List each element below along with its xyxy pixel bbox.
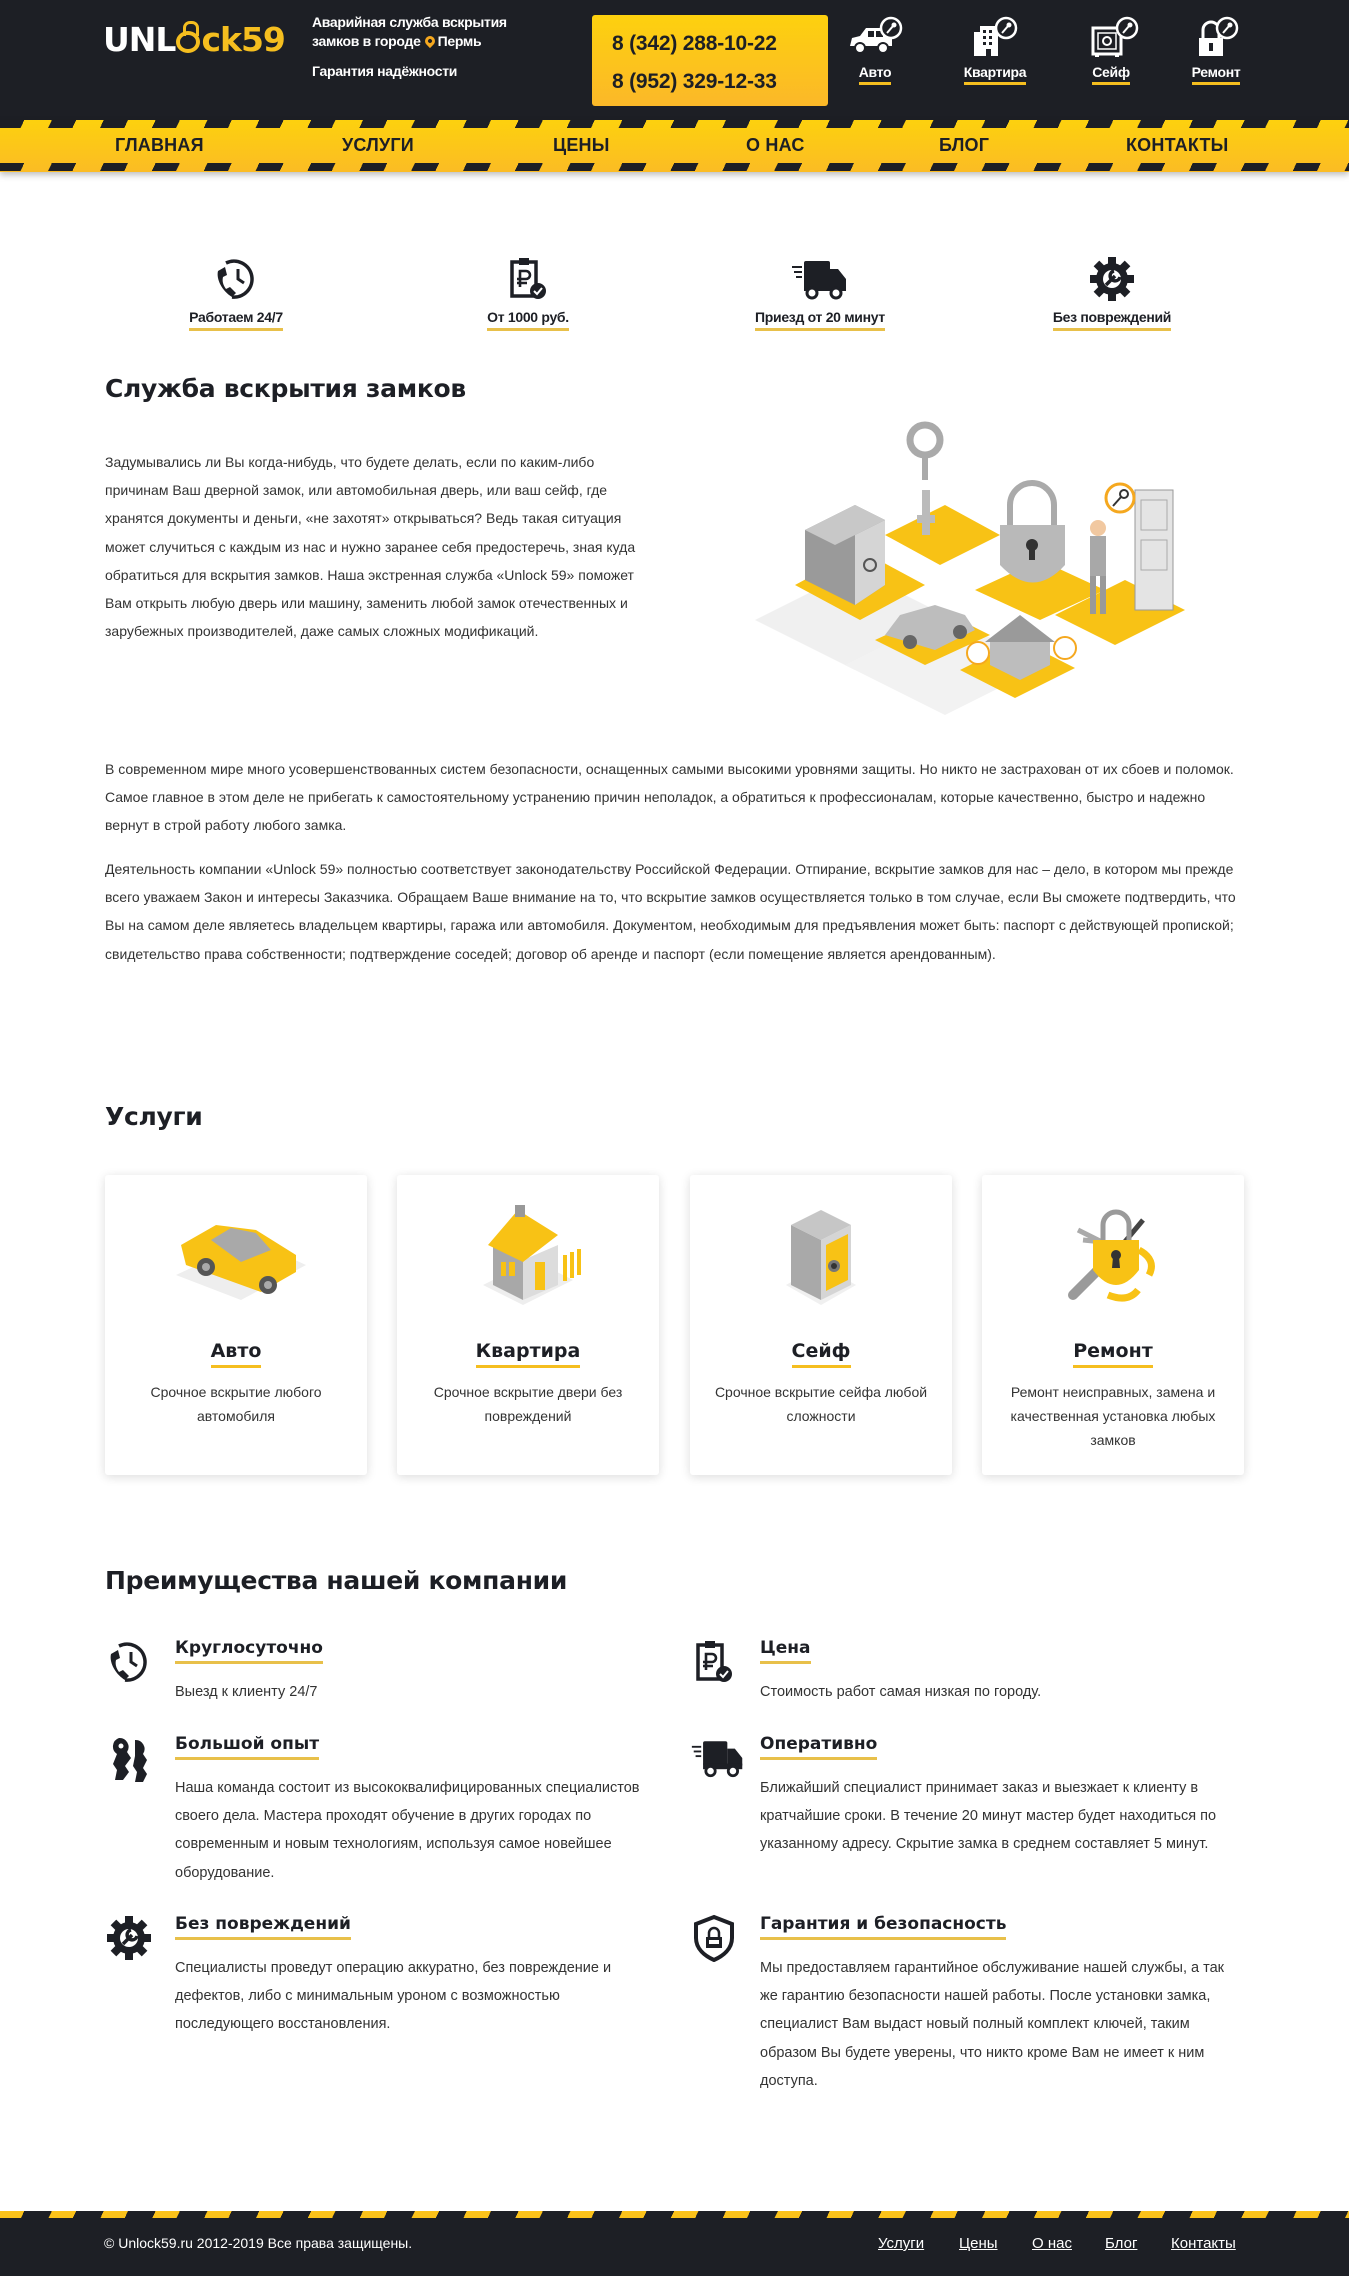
ruble-clipboard-icon (690, 1638, 738, 1686)
footer-link-about[interactable]: О нас (1032, 2235, 1072, 2252)
city-name: Пермь (437, 33, 482, 49)
phone-box (592, 15, 828, 106)
advantage-title: Цена (760, 1638, 811, 1664)
advantage-desc: Специалисты проведут операцию аккуратно, без повреждение и дефектов, либо с минимальным уроном с возможностью последующего восстановления. (175, 1960, 612, 2033)
advantage-desc: Наша команда состоит из высококвалифицированных специалистов своего дела. Мастера проходят обучение в других городах по современным и новым технологиям, используя самое новейшее оборудование. (175, 1780, 640, 1881)
shield-lock-icon (690, 1914, 738, 1962)
service-card-title: Квартира (476, 1340, 581, 1368)
safe-key-icon (1085, 16, 1143, 60)
service-card-desc: Срочное вскрытие любого автомобиля (150, 1384, 322, 1424)
services-title: Услуги (105, 1102, 203, 1131)
logo-text: UNL (103, 20, 176, 59)
header-link-label: Авто (859, 64, 892, 85)
phone-clock-icon (212, 255, 260, 303)
hazard-stripe-footer (0, 2211, 1349, 2218)
tagline-line2: замков в городе (312, 33, 421, 49)
gear-wrench-icon (1088, 255, 1136, 303)
service-card-title: Ремонт (1073, 1340, 1153, 1368)
advantage-title: Большой опыт (175, 1734, 319, 1760)
location-pin-icon (423, 34, 437, 48)
feature-arrival (720, 255, 920, 331)
nav-contacts[interactable]: КОНТАКТЫ (1126, 135, 1229, 155)
tagline-line1: Аварийная служба вскрытия (312, 14, 507, 30)
car-key-icon (846, 16, 904, 60)
feature-label: Без повреждений (1053, 309, 1171, 331)
service-card-desc: Срочное вскрытие двери без повреждений (433, 1384, 623, 1424)
main-nav (0, 120, 1349, 172)
service-card-auto[interactable] (105, 1175, 367, 1475)
feature-label: Работаем 24/7 (189, 309, 283, 331)
intro-paragraph: Задумывались ли Вы когда-нибудь, что будете делать, если по каким-либо причинам Ваш дверной замок, или автомобильная дверь, или ваш сейф, где хранятся документы и деньги, «не захотят» открываться? Ведь такая ситуация может случиться с каждым из нас и нужно заранее себя предостеречь, зная куда обратиться для вскрытия замков. Наша экстренная служба «Unlock 59» поможет Вам открыть любую дверь или машину, заменить любой замок отечественных и зарубежных производителей, даже самых сложных модификаций. (105, 454, 636, 640)
logo-number: 59 (240, 20, 285, 59)
feature-price (428, 255, 628, 331)
header-link-label: Квартира (964, 64, 1027, 85)
phone-number-1[interactable]: 8 (342) 288-10-22 (612, 32, 777, 55)
body-paragraph-1: В современном мире много усовершенствованных систем безопасности, оснащенных самыми высокими уровнями защиты. Но никто не застрахован от их сбоев и поломок. Самое главное в этом деле не прибегать к самостоятельному устранению причин неполадок, а обратиться к профессионалам, которые качественно, быстро и надежно вернут в строй работу любого замка. (105, 761, 1234, 834)
house-image (397, 1200, 659, 1330)
advantage-title: Оперативно (760, 1734, 877, 1760)
logo[interactable] (103, 20, 285, 59)
gear-wrench-icon (105, 1914, 153, 1962)
logo-text-accent: ck (201, 20, 241, 59)
footer-link-blog[interactable]: Блог (1105, 2235, 1138, 2252)
nav-home[interactable]: ГЛАВНАЯ (115, 135, 204, 155)
phone-number-2[interactable]: 8 (952) 329-12-33 (612, 70, 777, 93)
advantage-desc: Стоимость работ самая низкая по городу. (760, 1684, 1042, 1700)
service-card-desc: Срочное вскрытие сейфа любой сложности (714, 1384, 928, 1424)
nav-blog[interactable]: БЛОГ (939, 135, 990, 155)
header-link-repair[interactable] (1183, 16, 1249, 85)
yellow-car-image (105, 1200, 367, 1330)
service-card-repair[interactable] (982, 1175, 1244, 1475)
ruble-clipboard-icon (504, 255, 552, 303)
nav-services[interactable]: УСЛУГИ (342, 135, 414, 155)
advantage-desc: Ближайший специалист принимает заказ и выезжает к клиенту в кратчайшие сроки. В течение 20 минут мастер будет находиться по указанному адресу. Скрытие замка в среднем составляет 5 минут. (760, 1780, 1217, 1853)
header-link-apartment[interactable] (958, 16, 1032, 85)
site-header (0, 0, 1349, 122)
footer-link-services[interactable]: Услуги (878, 2235, 925, 2252)
hazard-stripe-bottom (0, 163, 1349, 171)
nav-about[interactable]: О НАС (746, 135, 805, 155)
service-card-title: Сейф (792, 1340, 851, 1368)
padlock-tools-image (982, 1200, 1244, 1330)
site-footer (0, 2211, 1349, 2276)
header-tagline (312, 13, 507, 51)
header-link-label: Сейф (1092, 64, 1130, 85)
keys-icon (105, 1734, 153, 1782)
body-paragraph-2: Деятельность компании «Unlock 59» полностью соответствует законодательству Российской Федерации. Отпирание, вскрытие замков для нас – дело, в котором мы прежде всего уважаем Закон и интересы Заказчика. Обращаем Ваше внимание на то, что вскрытие замков осуществляется только в том случае, если Вы сможете подтвердить, что Вы на самом деле являетесь владельцем квартиры, гаража или автомобиля. Документом, необходимым для предъявления может быть: паспорт с действующей пропиской; свидетельство права собственности; подтверждение соседей; договор об аренде и паспорт (если помещение является арендованным). (105, 861, 1236, 962)
safe-image (690, 1200, 952, 1330)
building-key-icon (966, 16, 1024, 60)
advantage-title: Без повреждений (175, 1914, 351, 1940)
logo-lock-icon (176, 31, 200, 53)
header-link-auto[interactable] (845, 16, 905, 85)
hazard-stripe-top (0, 120, 1349, 128)
feature-247 (136, 255, 336, 331)
copyright-text: © Unlock59.ru 2012-2019 Все права защищены. (104, 2235, 413, 2251)
nav-prices[interactable]: ЦЕНЫ (553, 135, 610, 155)
advantage-desc: Выезд к клиенту 24/7 (175, 1684, 318, 1700)
header-link-label: Ремонт (1192, 64, 1241, 85)
header-link-safe[interactable] (1085, 16, 1137, 85)
service-card-title: Авто (211, 1340, 262, 1368)
intro-title: Служба вскрытия замков (105, 374, 466, 403)
service-card-safe[interactable] (690, 1175, 952, 1475)
footer-link-prices[interactable]: Цены (959, 2235, 998, 2252)
fast-truck-icon (790, 255, 850, 303)
advantages-title: Преимущества нашей компании (105, 1566, 568, 1595)
service-card-desc: Ремонт неисправных, замена и качественная установка любых замков (1010, 1384, 1216, 1448)
isometric-locksmith-illustration (735, 410, 1205, 715)
feature-no-damage (1012, 255, 1212, 331)
padlock-key-icon (1187, 16, 1245, 60)
advantage-desc: Мы предоставляем гарантийное обслуживание нашей службы, а так же гарантию безопасности нашей работы. После установки замка, специалист Вам выдаст новый полный комплект ключей, таким образом Вы будете уверены, что никто кроме Вам не имеет к ним доступа. (760, 1960, 1225, 2089)
fast-truck-icon (690, 1734, 746, 1782)
guarantee-text: Гарантия надёжности (312, 63, 458, 79)
service-card-apartment[interactable] (397, 1175, 659, 1475)
footer-link-contacts[interactable]: Контакты (1171, 2235, 1236, 2252)
feature-label: Приезд от 20 минут (755, 309, 885, 331)
advantage-title: Гарантия и безопасность (760, 1914, 1006, 1940)
advantage-title: Круглосуточно (175, 1638, 323, 1664)
phone-clock-icon (105, 1638, 153, 1686)
feature-label: От 1000 руб. (487, 309, 569, 331)
